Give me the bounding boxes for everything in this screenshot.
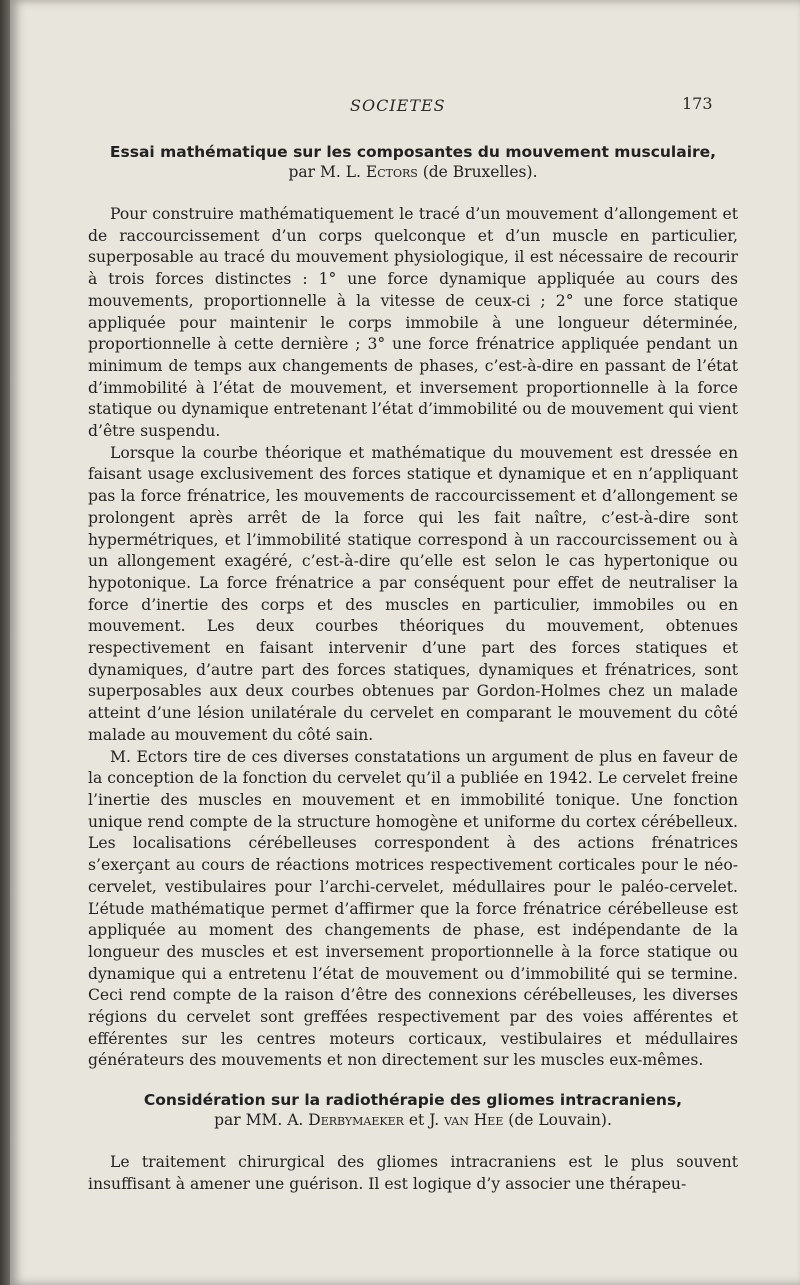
- article-byline: [88, 162, 738, 182]
- running-title: SOCIETES: [350, 96, 446, 115]
- page-header: [10, 92, 800, 122]
- book-spine-shadow: [0, 0, 10, 1285]
- article-byline: [88, 1110, 738, 1130]
- byline-prefix: par M. L.: [288, 163, 366, 181]
- byline-prefix: par MM. A.: [214, 1111, 309, 1129]
- paragraph: Le traitement chirurgical des gliomes intracraniens est le plus souvent insuffisant à amener une guérison. Il est logique d’y associer une thérapeu-: [88, 1153, 738, 1193]
- article-title: Essai mathématique sur les composantes du mouvement musculaire,: [109, 143, 717, 161]
- paragraph: Pour construire mathématiquement le tracé d’un mouvement d’allongement et de raccourcissement d’un corps quelconque et d’un muscle en particulier, superposable au tracé du mouvement physiologique, il est nécessaire de recourir à trois forces distinctes : 1° une force dynamique appliquée au cours des mouvements, proportionnelle à la vitesse de ceux-ci ; 2° une force statique appliquée pour maintenir le corps immobile à une longueur déterminée, proportionnelle à cette dernière ; 3° une force frénatrice appliquée pendant un minimum de temps aux changements de phases, c’est-à-dire en passant de l’état d’immobilité à l’état de mouvement, et inversement proportionnelle à la force statique ou dynamique entretenant l’état d’immobilité ou de mouvement qui vient d’être suspendu.: [88, 205, 738, 441]
- journal-page: [10, 0, 800, 1285]
- byline-suffix: (de Louvain).: [503, 1111, 612, 1129]
- byline-author: Ectors: [365, 163, 418, 181]
- byline-middle: et J.: [403, 1111, 445, 1129]
- byline-suffix: (de Bruxelles).: [417, 163, 538, 181]
- byline-author-2: van Hee: [444, 1111, 504, 1129]
- paragraph: Lorsque la courbe théorique et mathématique du mouvement est dressée en faisant usage exclusivement des forces statique et dynamique et en n’appliquant pas la force frénatrice, les mouvements de raccourcissement et d’allongement se prolongent après arrêt de la force qui les fait naître, c’est-à-dire sont hypermétriques, et l’immobilité statique correspond à un raccourcissement ou à un allongement exagéré, c’est-à-dire qu’elle est selon le cas hypertonique ou hypotonique. La force frénatrice a par conséquent pour effet de neutraliser la force d’inertie des corps et des muscles en particulier, immobiles ou en mouvement. Les deux courbes théoriques du mouvement, obtenues respectivement en faisant intervenir d’une part des forces statiques et dynamiques, d’autre part des forces statiques, dynamiques et frénatrices, sont superposables aux deux courbes obtenues par Gordon-Holmes chez un malade atteint d’une lésion unilatérale du cervelet en comparant le mouvement du côté malade au mouvement du côté sain.: [88, 443, 738, 744]
- page-number: 173: [682, 94, 713, 113]
- article-derbymaeker: [88, 1090, 738, 1195]
- article-ectors: [88, 142, 738, 1072]
- paragraph: M. Ectors tire de ces diverses constatations un argument de plus en faveur de la conception de la fonction du cervelet qu’il a publiée en 1942. Le cervelet freine l’inertie des muscles en mouvement et en immobilité tonique. Une fonction unique rend compte de la structure homogène et uniforme du cortex cérébelleux. Les localisations cérébelleuses correspondent à des actions frénatrices s’exerçant au cours de réactions motrices respectivement corticales pour le néo-cervelet, vestibulaires pour l’archi-cervelet, médullaires pour le paléo-cervelet. L’étude mathématique permet d’affirmer que la force frénatrice cérébelleuse est appliquée au moment des changements de phase, est indépendante de la longueur des muscles et est inversement proportionnelle à la force statique ou dynamique qui a entretenu l’état de mouvement ou d’immobilité qui se termine. Ceci rend compte de la raison d’être des connexions cérébelleuses, les diverses régions du cervelet sont greffées respectivement par des voies afférentes et efférentes sur les centres moteurs corticaux, vestibulaires et médullaires générateurs des mouvements et non directement sur les muscles eux-mêmes.: [88, 747, 738, 1070]
- byline-author: Derbymaeker: [308, 1111, 404, 1129]
- article-title: Considération sur la radiothérapie des gliomes intracraniens,: [143, 1091, 683, 1109]
